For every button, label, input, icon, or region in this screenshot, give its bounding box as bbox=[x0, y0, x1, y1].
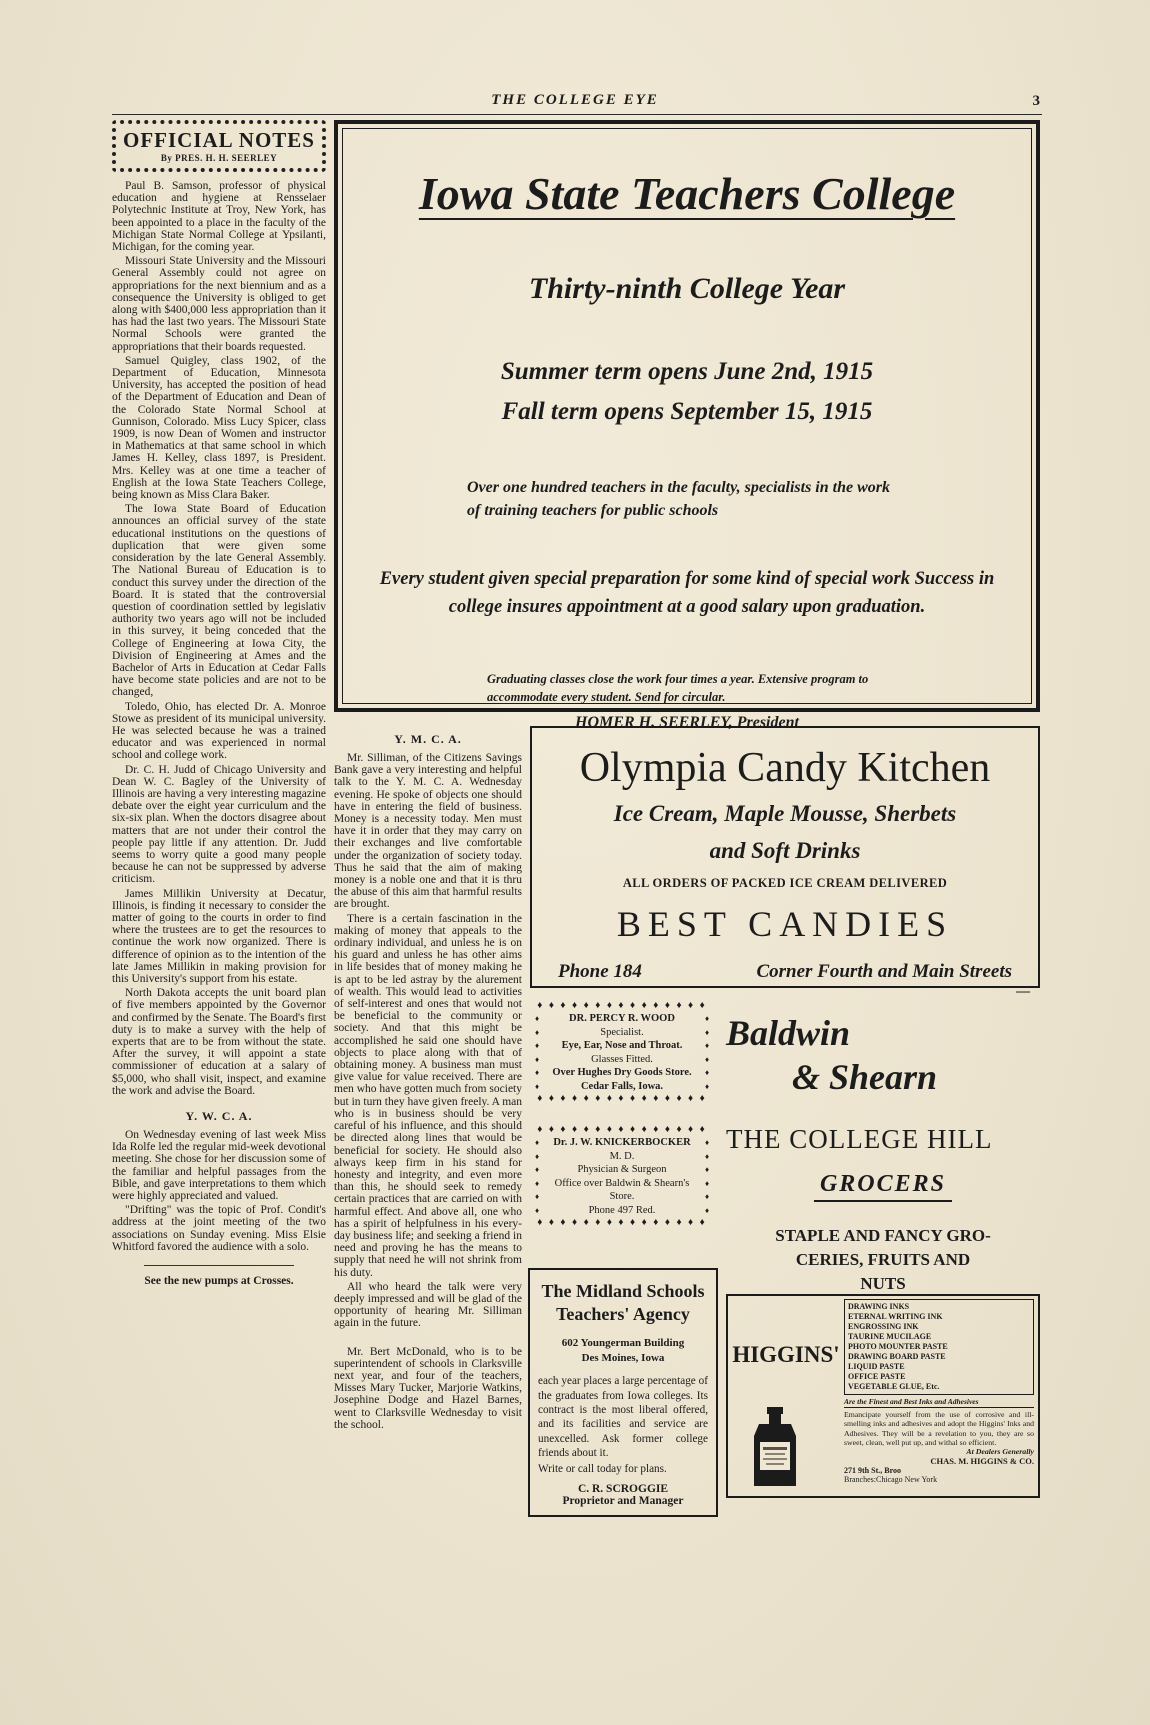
diamond-icon: ♦ bbox=[704, 1151, 710, 1161]
higgins-branches: Branches:Chicago New York bbox=[844, 1475, 938, 1485]
official-notes-title: OFFICIAL NOTES bbox=[123, 128, 315, 152]
staple-line-2: CERIES, FRUITS AND bbox=[795, 1249, 971, 1269]
olympia-delivery-note: ALL ORDERS OF PACKED ICE CREAM DELIVERED bbox=[622, 875, 948, 890]
president-signature: HOMER H. SEERLEY, President bbox=[575, 714, 799, 732]
higgins-tagline: Are the Finest and Best Inks and Adhesives bbox=[844, 1397, 1034, 1408]
diamond-icon: ♦ bbox=[534, 1054, 540, 1064]
students-blurb: Every student given special preparation for some kind of special work Success in college insures appointment at a good salary upon graduation. bbox=[379, 569, 995, 618]
product-item: ENGROSSING INK bbox=[848, 1322, 919, 1331]
olympia-best-candies: BEST CANDIES bbox=[616, 903, 954, 944]
higgins-left-panel bbox=[728, 1296, 844, 1496]
section-rule bbox=[144, 1265, 294, 1266]
product-item: TAURINE MUCILAGE bbox=[848, 1332, 932, 1341]
college-ad-title: Iowa State Teachers College bbox=[418, 168, 956, 219]
product-item: DRAWING INKS bbox=[848, 1302, 910, 1311]
diamond-border-icon: ♦ ♦ ♦ ♦ ♦ ♦ ♦ ♦ ♦ ♦ ♦ ♦ ♦ ♦ ♦ bbox=[537, 1124, 707, 1135]
midland-title-line2: Teachers' Agency bbox=[556, 1304, 690, 1325]
wood-city: Cedar Falls, Iowa. bbox=[580, 1080, 664, 1092]
article-paragraph: Mr. Silliman, of the Citizens Savings Bank gave a very interesting and helpful talk to the Y. M. C. A. Wednesday evening. He spoke of objects one should have in entering the field of business. Money is a necessity today. Men must have it in order that they may carry on their exchanges and live comfortable under the organization of society today. Thus he said that the aim of making money is a noble one and that it is thru the abuse of this aim that harmful results are brought. bbox=[334, 752, 522, 911]
article-paragraph: The Iowa State Board of Education announces an official survey of the state educational institutions on the questions of duplication that were given some consideration by the late General Assembly. The National Bureau of Education is to conduct this survey under the direction of the Board. It is stated that the controversial question of coordination settled by legislativ authority two years ago will not be included in this survey, it being conceded that the College of Engineering at Iowa City, the Division of Engineering at Ames and the Bachelor of Arts in Education at Cedar Falls have become state policies and are not to be changed, bbox=[112, 503, 326, 699]
wood-name: DR. PERCY R. WOOD bbox=[569, 1013, 675, 1024]
diamond-icon: ♦ bbox=[704, 1138, 710, 1147]
diamond-icon: ♦ bbox=[534, 1151, 540, 1161]
grocers-line: GROCERS bbox=[814, 1171, 952, 1202]
article-paragraph: Missouri State University and the Missouri General Assembly could not agree on appropriations for the next biennium and as a consequence the University is obliged to get along with $400,000 less appropriation than it has had the last two years. The Missouri State Normal Schools were granted the appropriations that their boards requested. bbox=[112, 255, 326, 353]
diamond-icon: ♦ bbox=[534, 1027, 540, 1037]
page-number: 3 bbox=[1032, 93, 1040, 109]
higgins-brand: HIGGINS' bbox=[732, 1342, 840, 1367]
knickerbocker-md: M. D. bbox=[609, 1150, 635, 1162]
midland-schools-ad bbox=[528, 1268, 718, 1517]
baldwin-name: Baldwin bbox=[726, 1013, 851, 1053]
wood-location: Over Hughes Dry Goods Store. bbox=[552, 1067, 692, 1078]
knickerbocker-name: Dr. J. W. KNICKERBOCKER bbox=[553, 1137, 691, 1148]
article-paragraph: Dr. C. H. Judd of Chicago University and Dean W. C. Bagley of the University of Illinois are having a very interesting magazine debate over the eight year curriculum and the six-six plan. When the doctors disagree about matters that are not under their control the people pay little if any attention. Dr. Judd seems to worry quite a good many people because he can not be suppressed by adverse criticism. bbox=[112, 763, 326, 886]
article-paragraph: All who heard the talk were very deeply impressed and will be glad of the opportunity of hearing Mr. Silliman again in the future. bbox=[334, 1280, 522, 1330]
baldwin-shearn-ad bbox=[726, 1012, 1040, 1295]
olympia-subtitle-line1: Ice Cream, Maple Mousse, Sherbets bbox=[613, 801, 957, 826]
olympia-candy-kitchen-ad bbox=[530, 726, 1040, 988]
article-paragraph: Samuel Quigley, class 1902, of the Department of Education, Minnesota University, has accepted the position of head of the Department of Education and Dean of the Colorado State Normal School at Gunnison, Colorado. Miss Lucy Spicer, class 1909, is now Dean of Women and instructor in Mathematics at that same school in which James H. Kelley, class 1897, is President. Mrs. Kelley was at one time a teacher of English at the Iowa State Teachers College, being known as Miss Clara Baker. bbox=[112, 354, 326, 502]
higgins-right-panel bbox=[844, 1296, 1038, 1496]
olympia-title: Olympia Candy Kitchen bbox=[579, 745, 991, 791]
article-paragraph: North Dakota accepts the unit board plan of five members appointed by the Governor and confirmed by the Senate. The Board's first duty is to make a survey with the help of experts that are to be from without the state. After the survey, it will appoint a state commissioner of education at a salary of $5,000, who shall visit, inspect, and examine the work and advise the Board. bbox=[112, 987, 326, 1097]
olympia-address: Corner Fourth and Main Streets bbox=[756, 960, 1012, 982]
diamond-icon: ♦ bbox=[704, 1178, 710, 1188]
divider-dash: — bbox=[1016, 984, 1030, 999]
higgins-dealers-line: At Dealers Generally bbox=[966, 1447, 1034, 1457]
diamond-icon: ♦ bbox=[704, 1014, 710, 1023]
olympia-phone: Phone 184 bbox=[558, 960, 642, 982]
diamond-icon: ♦ bbox=[704, 1054, 710, 1064]
fall-term-line: Fall term opens September 15, 1915 bbox=[501, 398, 873, 425]
diamond-icon: ♦ bbox=[534, 1068, 540, 1077]
diamond-icon: ♦ bbox=[704, 1068, 710, 1077]
midland-city: Des Moines, Iowa bbox=[581, 1352, 665, 1365]
product-item: OFFICE PASTE bbox=[848, 1372, 906, 1381]
faculty-blurb: Over one hundred teachers in the faculty, specialists in the work of training teachers for public schools bbox=[467, 479, 890, 520]
staple-line-3: NUTS bbox=[860, 1273, 906, 1293]
dr-wood-ad bbox=[530, 998, 714, 1107]
ywca-heading: Y. W. C. A. bbox=[185, 1109, 253, 1124]
wood-specialist: Specialist. bbox=[600, 1026, 644, 1038]
higgins-product-list bbox=[844, 1299, 1034, 1395]
higgins-company-name: CHAS. M. HIGGINS & CO. bbox=[930, 1456, 1034, 1467]
diamond-icon: ♦ bbox=[534, 1081, 540, 1091]
wood-glasses: Glasses Fitted. bbox=[591, 1053, 653, 1065]
product-item: ETERNAL WRITING INK bbox=[848, 1312, 943, 1321]
left-column bbox=[112, 120, 326, 1287]
diamond-icon: ♦ bbox=[534, 1178, 540, 1188]
summer-term-line: Summer term opens June 2nd, 1915 bbox=[500, 358, 874, 385]
knickerbocker-phone: Phone 497 Red. bbox=[588, 1204, 656, 1216]
official-notes-byline: By PRES. H. H. SEERLEY bbox=[160, 153, 278, 163]
diamond-icon: ♦ bbox=[704, 1192, 710, 1201]
iowa-state-teachers-college-ad bbox=[334, 120, 1040, 732]
crosses-pumps-note: See the new pumps at Crosses. bbox=[144, 1275, 294, 1288]
midland-cta: Write or call today for plans. bbox=[538, 1463, 667, 1476]
shearn-name: & Shearn bbox=[792, 1057, 938, 1097]
knickerbocker-store: Store. bbox=[609, 1191, 635, 1202]
diamond-icon: ♦ bbox=[534, 1205, 540, 1215]
diamond-border-icon: ♦ ♦ ♦ ♦ ♦ ♦ ♦ ♦ ♦ ♦ ♦ ♦ ♦ ♦ ♦ bbox=[537, 1217, 707, 1228]
article-paragraph: Toledo, Ohio, has elected Dr. A. Monroe Stowe as president of its municipal university. He was selected because he was a trained educator and was experienced in normal school and college work. bbox=[112, 700, 326, 762]
diamond-icon: ♦ bbox=[704, 1165, 710, 1174]
diamond-icon: ♦ bbox=[534, 1014, 540, 1023]
staple-line-1: STAPLE AND FANCY GRO- bbox=[775, 1226, 991, 1245]
dr-knickerbocker-ad bbox=[530, 1122, 714, 1231]
knickerbocker-title: Physician & Surgeon bbox=[577, 1164, 667, 1175]
diamond-icon: ♦ bbox=[534, 1138, 540, 1147]
diamond-icon: ♦ bbox=[704, 1081, 710, 1091]
newspaper-title: THE COLLEGE EYE bbox=[491, 92, 659, 108]
midland-proprietor-name: C. R. SCROGGIE bbox=[577, 1483, 669, 1496]
midland-title-line1: The Midland Schools bbox=[541, 1281, 705, 1301]
article-paragraph: Paul B. Samson, professor of physical education and hygiene at Rensselaer Polytechnic Institute at Troy, New York, has been appointed to a place in the faculty of the Michigan State Normal College at Ypsilanti, Michigan, for the coming year. bbox=[112, 180, 326, 254]
article-paragraph: There is a certain fascination in the making of money that appeals to the ordinary individual, and unless he is on his guard and unless he has other aims in life besides that of money making he is apt to be led astray by the alurement of wealth. This would lead to activities of self-interest and ones that would not be beneficial to the community or society. And that this might be accomplished he said one should have objects to place along with that of obtaining money. A business man must give value for value received. There are men who have gotten much from society but in turn they have given freely. A man who is in business should be very careful of his influence, and this should be directed along lines that would be beneficial for society. He should also always keep firm in his stand for honesty and integrity, and even more than this, he should seek to remedy certain practices that are carried on with harmful effect. And above all, one who has a spirit of helpfulness in his every-day business life; and seeking a friend in need and proving he has the means to supply that need he will not shrink from his duty. bbox=[334, 912, 522, 1279]
graduating-blurb: Graduating classes close the work four times a year. Extensive program to accommodate every student. Send for circular. bbox=[487, 671, 869, 704]
higgins-body-text: Emancipate yourself from the use of corrosive and ill-smelling inks and adhesives and adopt the Higgins' Inks and Adhesives. They will be a revelation to you, they are so sweet, clean, well put up, and withal so efficient. bbox=[844, 1410, 1034, 1447]
product-item: LIQUID PASTE bbox=[848, 1362, 905, 1371]
ink-bottle-icon bbox=[744, 1406, 806, 1490]
diamond-icon: ♦ bbox=[704, 1041, 710, 1050]
product-item: VEGETABLE GLUE, Etc. bbox=[848, 1382, 940, 1391]
official-notes-box bbox=[112, 120, 326, 172]
product-item: PHOTO MOUNTER PASTE bbox=[848, 1342, 948, 1351]
diamond-icon: ♦ bbox=[534, 1192, 540, 1201]
diamond-icon: ♦ bbox=[704, 1027, 710, 1037]
clarksville-paragraph: Mr. Bert McDonald, who is to be superintendent of schools in Clarksville next year, and four of the teachers, Misses Mary Tucker, Marjorie Watkins, Josephine Dodge and Hazel Barnes, went to Clarksville Wednesday to visit the school. bbox=[334, 1345, 522, 1431]
wood-specialty: Eye, Ear, Nose and Throat. bbox=[561, 1040, 683, 1051]
midland-body-text: each year places a large percentage of the graduates from Iowa colleges. Its contract is the most liberal offered, and its facilities and service are unexcelled. Ask former college friends about it. bbox=[538, 1375, 708, 1460]
ymca-column bbox=[334, 720, 522, 1433]
ymca-heading: Y. M. C. A. bbox=[394, 732, 462, 746]
product-item: DRAWING BOARD PASTE bbox=[848, 1352, 946, 1361]
diamond-border-icon: ♦ ♦ ♦ ♦ ♦ ♦ ♦ ♦ ♦ ♦ ♦ ♦ ♦ ♦ ♦ bbox=[537, 1000, 707, 1011]
header-rule bbox=[112, 114, 1042, 115]
olympia-subtitle-line2: and Soft Drinks bbox=[709, 837, 861, 863]
college-hill-line: THE COLLEGE HILL bbox=[726, 1124, 993, 1154]
college-ad-subtitle: Thirty-ninth College Year bbox=[528, 272, 846, 305]
diamond-icon: ♦ bbox=[534, 1165, 540, 1174]
article-paragraph: On Wednesday evening of last week Miss Ida Rolfe led the regular mid-week devotional meeting. She chose for her discussion some of the familiar and helpful passages from the Bible, and gave interpretations to them which were highly appreciated and valued. bbox=[112, 1129, 326, 1203]
higgins-ink-ad bbox=[726, 1294, 1040, 1498]
college-ad-inner-border bbox=[342, 128, 1032, 732]
diamond-border-icon: ♦ ♦ ♦ ♦ ♦ ♦ ♦ ♦ ♦ ♦ ♦ ♦ ♦ ♦ ♦ bbox=[537, 1093, 707, 1104]
diamond-icon: ♦ bbox=[704, 1205, 710, 1215]
midland-building: 602 Youngerman Building bbox=[561, 1336, 685, 1349]
midland-proprietor-role: Proprietor and Manager bbox=[562, 1495, 684, 1508]
knickerbocker-office: Office over Baldwin & Shearn's bbox=[554, 1177, 690, 1189]
higgins-address: 271 9th St., Broo bbox=[844, 1466, 901, 1476]
article-paragraph: "Drifting" was the topic of Prof. Condit's address at the joint meeting of the two associations on Sunday evening. Miss Elsie Whitford favored the audience with a solo. bbox=[112, 1204, 326, 1253]
diamond-icon: ♦ bbox=[534, 1041, 540, 1050]
article-paragraph: James Millikin University at Decatur, Illinois, is finding it necessary to consider the matter of going to the courts in order to find where the trustees are to get the resources to continue the work now organized. There is difference of opinion as to the intention of the late James Millikin in making provision for this University's support from his estate. bbox=[112, 887, 326, 985]
